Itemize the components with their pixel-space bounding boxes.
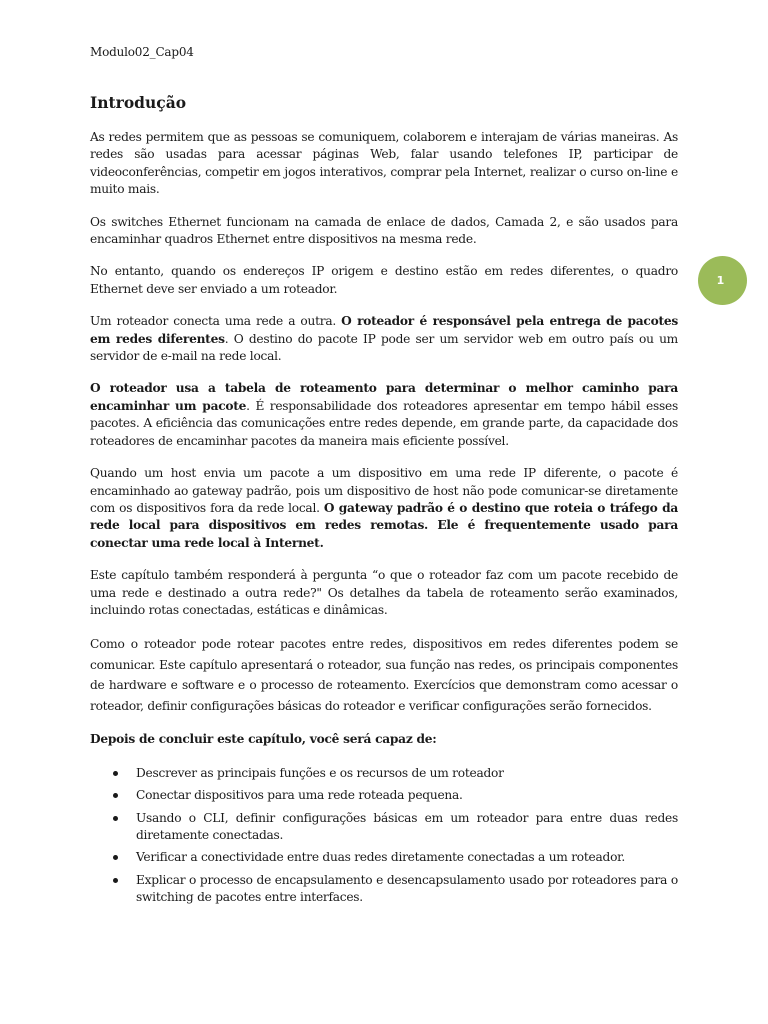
bold-text: O roteador é responsável pela entrega de pacotes em redes diferentes [90, 314, 678, 346]
paragraph-chapter-question: Este capítulo também responderá à pergunta “o que o roteador faz com um pacote recebido de uma rede e destinado a outra rede?" Os detalhes da tabela de roteamento serão examinados, incluindo rotas conectadas, estáticas e dinâmicas. [90, 568, 678, 617]
objectives-heading: Depois de concluir este capítulo, você será capaz de: [90, 732, 437, 747]
bold-text: O gateway padrão é o destino que roteia o tráfego da rede local para dispositivos em redes remotas. Ele é frequentemente usado para conectar uma rede local à Internet. [90, 500, 679, 550]
comment-number: 1 [716, 274, 725, 287]
text-run: Quando um host envia um pacote a um dispositivo em uma rede IP diferente, o pacote é encaminhado ao gateway padrão, pois um dispositivo de host não pode comunicar-se diretamente com os dispositivos fora da rede local. [90, 466, 678, 515]
paragraph-router-connects [90, 313, 678, 365]
paragraph-chapter-overview: Como o roteador pode rotear pacotes entre redes, dispositivos em redes diferentes podem se comunicar. Este capítulo apresentará o roteador, sua função nas redes, os principais componentes de hardware e software e o processo de roteamento. Exercícios que demonstram como acessar o roteador, definir configurações básicas do roteador e verificar configurações serão fornecidos. [90, 637, 678, 713]
paragraph-switches: Os switches Ethernet funcionam na camada de enlace de dados, Camada 2, e são usados para encaminhar quadros Ethernet entre dispositivos na mesma rede. [90, 214, 678, 247]
paragraph-intro: As redes permitem que as pessoas se comuniquem, colaborem e interajam de várias maneiras. As redes são usadas para acessar páginas Web, falar usando telefones IP, participar de videoconferências, competir em jogos interativos, comprar pela Internet, realizar o curso on-line e muito mais. [90, 130, 678, 197]
list-item: Conectar dispositivos para uma rede roteada pequena. [136, 787, 678, 804]
section-title: Introdução [90, 93, 187, 112]
list-item: Verificar a conectividade entre duas redes diretamente conectadas a um roteador. [136, 849, 678, 866]
list-item: Usando o CLI, definir configurações básicas em um roteador para entre duas redes diretamente conectadas. [136, 810, 678, 845]
list-item: Descrever as principais funções e os recursos de um roteador [136, 765, 678, 782]
comment-marker[interactable] [698, 256, 747, 305]
bold-text: O roteador usa a tabela de roteamento para determinar o melhor caminho para encaminhar um pacote [90, 381, 678, 413]
document-body [90, 129, 678, 912]
paragraph-routing-table [90, 380, 678, 450]
page-header: Modulo02_Cap04 [90, 45, 194, 59]
text-run: . É responsabilidade dos roteadores apresentar em tempo hábil esses pacotes. A eficiência das comunicações entre redes depende, em grande parte, da capacidade dos roteadores de encaminhar pacotes da maneira mais eficiente possível. [90, 398, 678, 448]
paragraph-router-needed: No entanto, quando os endereços IP origem e destino estão em redes diferentes, o quadro Ethernet deve ser enviado a um roteador. [90, 264, 678, 296]
text-run: . O destino do pacote IP pode ser um servidor web em outro país ou um servidor de e-mail na rede local. [90, 331, 678, 364]
paragraph-default-gateway [90, 465, 678, 552]
objectives-list [90, 765, 678, 907]
text-run: Um roteador conecta uma rede a outra. [90, 314, 342, 329]
list-item: Explicar o processo de encapsulamento e desencapsulamento usado por roteadores para o switching de pacotes entre interfaces. [136, 872, 678, 907]
